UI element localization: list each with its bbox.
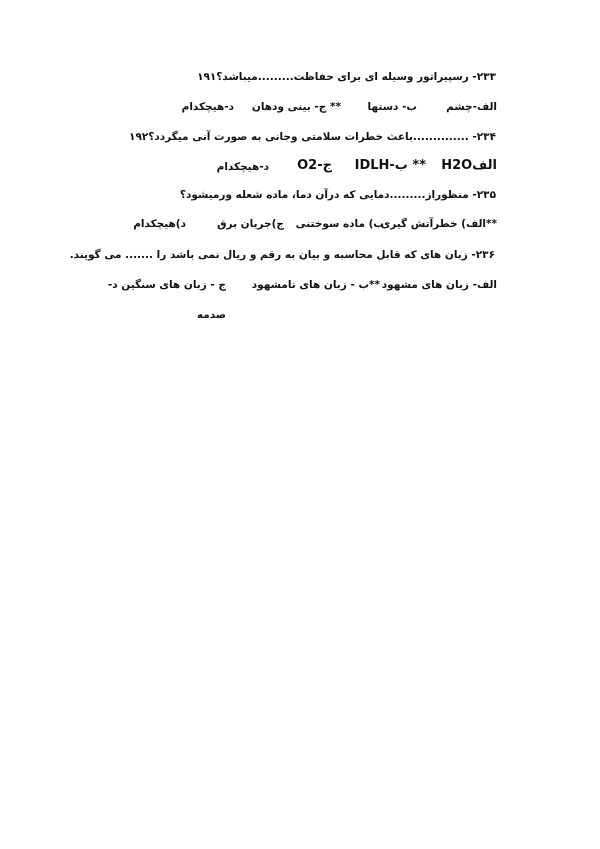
question-234: ۲۳۴- ..............باعث خطرات سلامتی وجانی به صورت آنی میگردد؟۱۹۲ [129,131,496,143]
q236-option-d-continued: صدمه [196,309,226,321]
q233-option-d: د-هیچکدام [181,101,234,113]
q235-option-d: د)هیچکدام [133,218,186,230]
question-235: ۲۳۵- منظوراز.........دمایی که درآن دما، ماده شعله ورمیشود؟ [179,189,496,201]
q234-option-a: الفH2O [441,158,497,173]
q234-option-b: ** ب-IDLH [354,158,426,173]
q235-option-c: ج)جریان برق [217,218,284,230]
question-236: ۲۳۶- زبان های که قابل محاسبه و بیان به رقم و ریال نمی باشد را ....... می گویند. [69,249,495,261]
q233-option-c: ** ج- بینی ودهان [251,101,341,113]
q236-option-c: ج - زبان های سنگین د- [107,279,226,291]
question-233: ۲۳۳- رسپیراتور وسیله ای برای حفاظت.........میباشد؟۱۹۱ [197,71,496,83]
q234-option-d: د-هیچکدام [216,161,269,173]
q233-option-b: ب- دستها [367,101,417,113]
q235-option-b: ب) ماده سوختنی [295,218,384,230]
q234-option-c: ج-O2 [297,158,332,173]
q236-option-b: **ب - زبان های نامشهود [251,279,380,291]
q236-option-a: الف- زبان های مشهود [381,279,497,291]
q235-option-a: **الف) خطرآتش گیری [380,218,497,230]
q233-option-a: الف-چشم [446,101,497,113]
